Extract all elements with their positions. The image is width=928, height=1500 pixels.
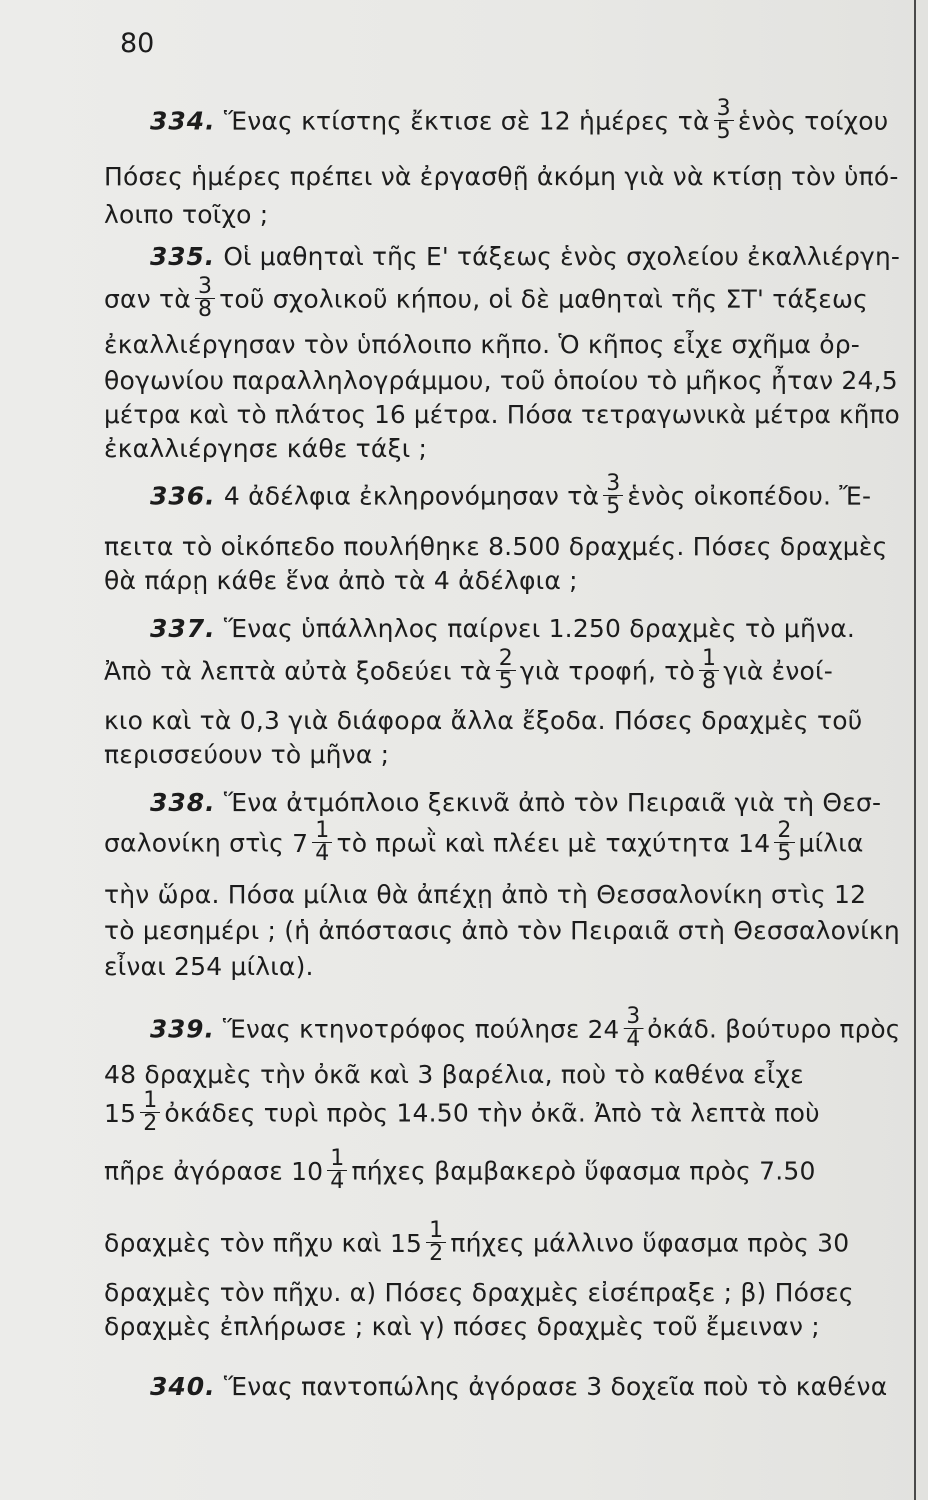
problem-339-line-7: δραχμὲς ἐπλήρωσε ; καὶ γ) πόσες δραχμὲς τοῦ ἔμειναν ; bbox=[104, 1312, 820, 1341]
text: Ἕνας παντοπώλης ἀγόρασε 3 δοχεῖα ποὺ τὸ καθένα bbox=[215, 1372, 888, 1401]
problem-335-line-3: ἐκαλλιέργησαν τὸν ὑπόλοιπο κῆπο. Ὁ κῆπος εἶχε σχῆμα ὀρ- bbox=[104, 330, 860, 359]
problem-338-line-1 bbox=[150, 788, 881, 817]
fraction bbox=[623, 1006, 643, 1051]
text: πῆρε ἀγόρασε bbox=[104, 1156, 292, 1186]
problem-337-line-4: περισσεύουν τὸ μῆνα ; bbox=[104, 740, 390, 769]
problem-number: 337. bbox=[150, 614, 216, 643]
fraction bbox=[426, 1220, 446, 1265]
text: τοῦ σχολικοῦ κήπου, οἱ δὲ μαθηταὶ τῆς ΣΤ' τάξεως bbox=[219, 284, 869, 314]
numerator: 2 bbox=[777, 818, 792, 843]
numerator: 1 bbox=[143, 1088, 158, 1113]
numerator: 1 bbox=[330, 1146, 345, 1171]
text: Οἱ μαθηταὶ τῆς Ε' τάξεως ἑνὸς σχολείου ἐκαλλιέργη- bbox=[215, 242, 901, 271]
problem-number: 334. bbox=[150, 106, 216, 136]
denominator: 2 bbox=[426, 1242, 446, 1265]
whole-part: 14 bbox=[738, 828, 771, 858]
text: σαν τὰ bbox=[104, 284, 191, 314]
problem-number: 335. bbox=[150, 242, 216, 271]
text: 4 ἀδέλφια ἐκληρονόμησαν τὰ bbox=[215, 481, 600, 511]
fraction bbox=[699, 648, 719, 693]
problem-335-line-4: θογωνίου παραλληλογράμμου, τοῦ ὁποίου τὸ μῆκος ἦταν 24,5 bbox=[104, 366, 898, 395]
problem-340-line-1 bbox=[150, 1372, 887, 1401]
whole-part: 15 bbox=[104, 1098, 137, 1128]
fraction bbox=[140, 1090, 160, 1135]
problem-338-line-2 bbox=[104, 818, 864, 867]
text: Ἕνας κτηνοτρόφος πούλησε bbox=[214, 1014, 588, 1044]
problem-334-line-2: Πόσες ἡμέρες πρέπει νὰ ἐργασθῇ ἀκόμη γιὰ νὰ κτίσῃ τὸν ὑπό- bbox=[104, 162, 899, 191]
fraction bbox=[603, 473, 623, 518]
problem-number: 339. bbox=[150, 1014, 215, 1044]
problem-335-line-5: μέτρα καὶ τὸ πλάτος 16 μέτρα. Πόσα τετραγωνικὰ μέτρα κῆπο bbox=[104, 400, 900, 429]
whole-part: 7 bbox=[292, 828, 309, 858]
problem-339-line-2: 48 δραχμὲς τὴν ὀκᾶ καὶ 3 βαρέλια, ποὺ τὸ καθένα εἶχε bbox=[104, 1060, 804, 1089]
text: Ἀπὸ τὰ λεπτὰ αὐτὰ ξοδεύει τὰ bbox=[104, 656, 492, 686]
problem-339-line-3 bbox=[104, 1088, 820, 1137]
problem-334-line-1 bbox=[150, 96, 889, 145]
text: πήχες μάλλινο ὕφασμα πρὸς 30 bbox=[450, 1228, 850, 1258]
text: δραχμὲς τὸν πῆχυ καὶ bbox=[104, 1228, 390, 1258]
page-edge bbox=[914, 0, 916, 1500]
problem-339-line-1 bbox=[150, 1004, 901, 1053]
text: ὀκάδες τυρὶ πρὸς 14.50 τὴν ὀκᾶ. Ἀπὸ τὰ λεπτὰ ποὺ bbox=[164, 1098, 820, 1128]
numerator: 1 bbox=[701, 646, 717, 671]
page-number: 80 bbox=[120, 28, 155, 59]
numerator: 3 bbox=[626, 1004, 641, 1029]
denominator: 5 bbox=[714, 120, 734, 143]
denominator: 8 bbox=[699, 670, 719, 693]
denominator: 2 bbox=[140, 1112, 160, 1135]
problem-336-line-1 bbox=[150, 471, 872, 520]
text: γιὰ τροφή, τὸ bbox=[519, 656, 695, 686]
problem-339-line-6: δραχμὲς τὸν πῆχυ. α) Πόσες δραχμὲς εἰσέπραξε ; β) Πόσες bbox=[104, 1278, 854, 1307]
text: Ἕνας κτίστης ἔκτισε σὲ 12 ἡμέρες τὰ bbox=[215, 106, 710, 136]
problem-337-line-3: κιο καὶ τὰ 0,3 γιὰ διάφορα ἄλλα ἔξοδα. Πόσες δραχμὲς τοῦ bbox=[104, 706, 863, 735]
denominator: 8 bbox=[195, 298, 215, 321]
numerator: 3 bbox=[197, 274, 213, 299]
fraction bbox=[327, 1148, 347, 1193]
denominator: 5 bbox=[496, 670, 516, 693]
text: Ἕνας ὑπάλληλος παίρνει 1.250 δραχμὲς τὸ μῆνα. bbox=[215, 614, 856, 643]
text: τὸ πρωῒ καὶ πλέει μὲ ταχύτητα bbox=[336, 828, 739, 858]
problem-336-line-3: θὰ πάρῃ κάθε ἕνα ἀπὸ τὰ 4 ἀδέλφια ; bbox=[104, 566, 578, 595]
text: μίλια bbox=[798, 828, 864, 858]
text: ἑνὸς τοίχου bbox=[737, 106, 889, 136]
denominator: 5 bbox=[774, 842, 794, 865]
problem-337-line-1 bbox=[150, 614, 855, 643]
problem-number: 340. bbox=[150, 1372, 216, 1401]
numerator: 1 bbox=[429, 1218, 444, 1243]
whole-part: 24 bbox=[587, 1014, 620, 1044]
whole-part: 15 bbox=[389, 1228, 423, 1258]
problem-337-line-2 bbox=[104, 646, 833, 695]
whole-part: 10 bbox=[291, 1156, 324, 1186]
problem-339-line-5 bbox=[104, 1218, 850, 1267]
text: σαλονίκη στὶς bbox=[104, 828, 293, 858]
fraction bbox=[195, 276, 215, 321]
text: πήχες βαμβακερὸ ὕφασμα πρὸς 7.50 bbox=[351, 1156, 816, 1186]
text: γιὰ ἐνοί- bbox=[723, 656, 833, 686]
fraction bbox=[312, 820, 332, 865]
problem-338-line-4: τὸ μεσημέρι ; (ἡ ἀπόστασις ἀπὸ τὸν Πειραιᾶ στὴ Θεσσαλονίκη bbox=[104, 916, 900, 945]
denominator: 4 bbox=[312, 842, 332, 865]
numerator: 1 bbox=[315, 818, 330, 843]
text: ὀκάδ. βούτυρο πρὸς bbox=[647, 1014, 901, 1044]
numerator: 3 bbox=[716, 96, 731, 121]
problem-334-line-3: λοιπο τοῖχο ; bbox=[104, 200, 269, 229]
problem-335-line-1 bbox=[150, 242, 900, 271]
problem-335-line-2 bbox=[104, 274, 869, 323]
numerator: 3 bbox=[606, 471, 621, 496]
problem-336-line-2: πειτα τὸ οἰκόπεδο πουλήθηκε 8.500 δραχμές. Πόσες δραχμὲς bbox=[104, 532, 888, 561]
numerator: 2 bbox=[498, 646, 513, 671]
text: ἑνὸς οἰκοπέδου. Ἔ- bbox=[627, 481, 872, 511]
fraction bbox=[774, 820, 794, 865]
denominator: 4 bbox=[327, 1170, 347, 1193]
problem-338-line-5: εἶναι 254 μίλια). bbox=[104, 952, 314, 981]
denominator: 4 bbox=[623, 1028, 643, 1051]
problem-339-line-4 bbox=[104, 1146, 816, 1195]
problem-338-line-3: τὴν ὥρα. Πόσα μίλια θὰ ἀπέχῃ ἀπὸ τὴ Θεσσαλονίκη στὶς 12 bbox=[104, 880, 867, 909]
fraction bbox=[496, 648, 516, 693]
problem-number: 338. bbox=[150, 788, 216, 817]
problem-number: 336. bbox=[150, 481, 216, 511]
text: Ἕνα ἀτμόπλοιο ξεκινᾶ ἀπὸ τὸν Πειραιᾶ γιὰ τὴ Θεσ- bbox=[215, 788, 882, 817]
problem-335-line-6: ἐκαλλιέργησε κάθε τάξι ; bbox=[104, 434, 428, 463]
denominator: 5 bbox=[603, 495, 623, 518]
fraction bbox=[714, 98, 734, 143]
